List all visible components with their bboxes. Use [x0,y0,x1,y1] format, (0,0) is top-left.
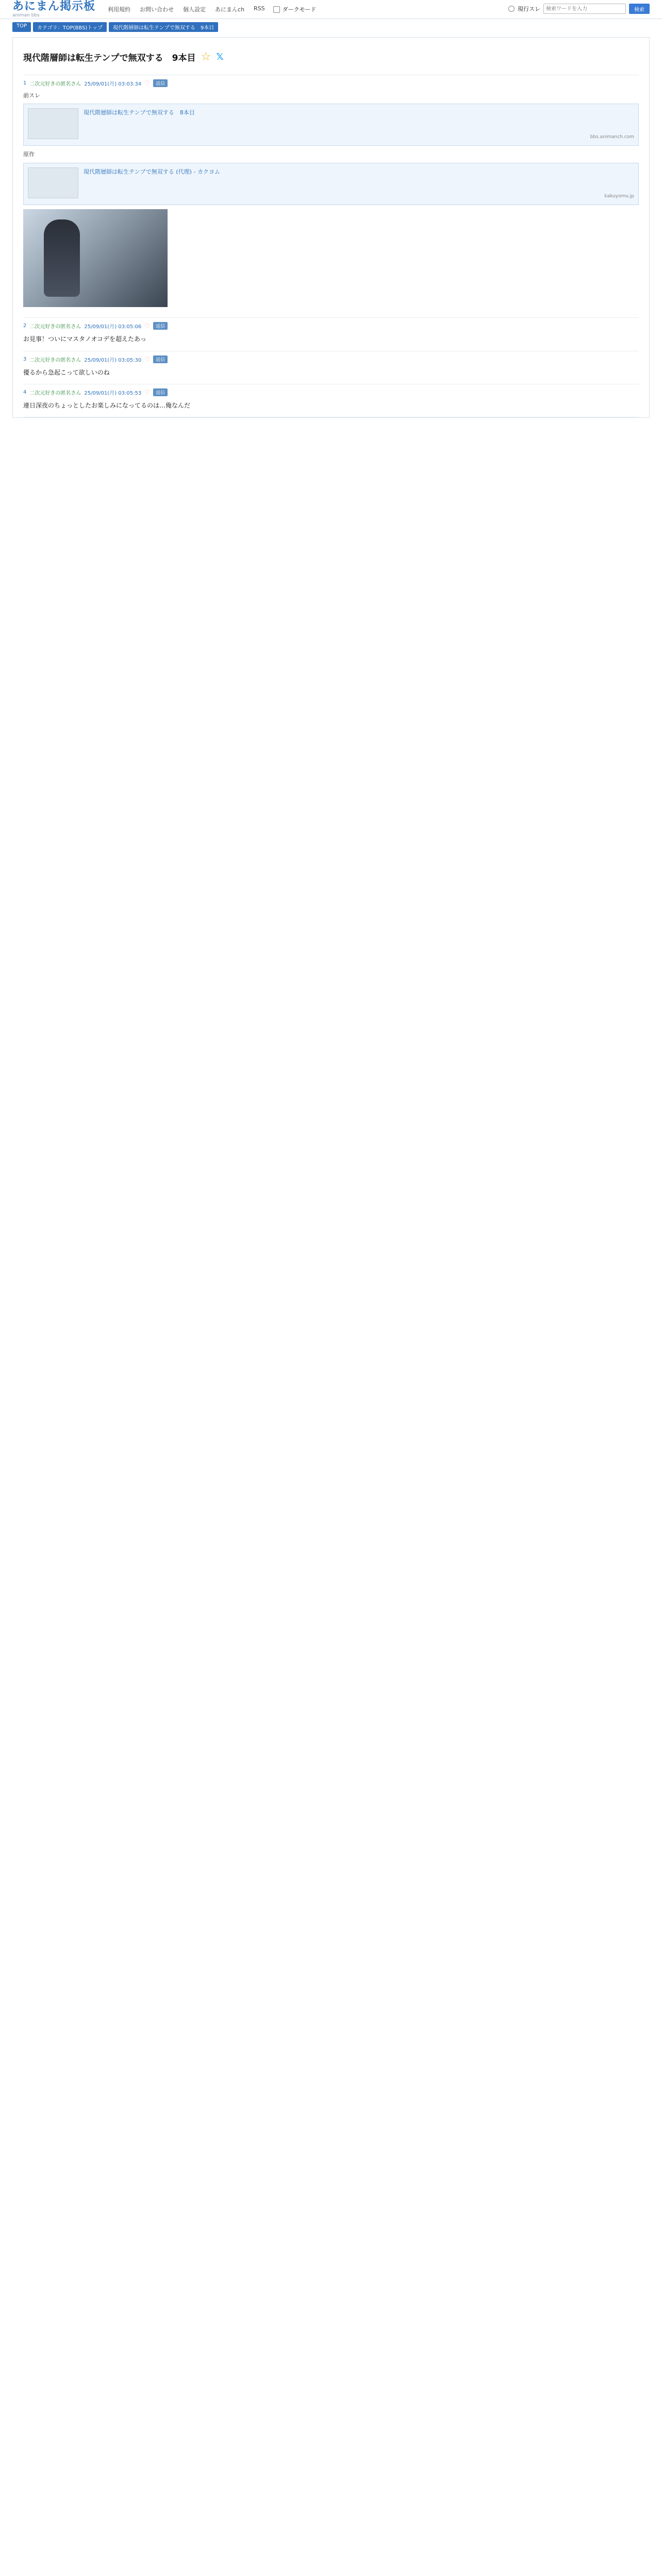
link-card-thumbnail [28,108,78,139]
link-card-host: bbs.animanch.com [590,134,634,140]
breadcrumb [0,19,662,35]
post-number[interactable]: 2 [23,323,27,329]
post-date: 25/09/01(月) 03:05:30 [84,357,142,363]
heart-icon[interactable]: ♡ [144,388,150,396]
dark-mode-label: ダークモード [282,6,317,13]
post-number[interactable]: 3 [23,356,27,362]
post-body: 連日深夜のちょっとしたお楽しみになってるのは…俺なんだ [23,401,191,409]
heart-icon[interactable]: ♡ [144,79,150,87]
post-header [23,388,639,396]
link-card-meta [84,108,634,141]
post-author: 二次元好きの匿名さん [29,81,81,87]
link-card-thumbnail [28,167,78,198]
prev-thread-label: 前スレ [23,92,40,99]
link-card-meta [84,167,634,200]
breadcrumb-thread[interactable]: 現代階層師は転生テンプで無双する 9本目 [109,22,218,32]
original-work-link-card[interactable] [23,163,639,205]
logo-subtext: animan bbs [12,12,40,18]
post-date: 25/09/01(月) 03:03:34 [84,81,142,87]
post [23,384,639,417]
nav-rss[interactable]: RSS [254,5,265,12]
link-card-title[interactable]: 現代階層師は転生テンプで無双する 8本目 [84,109,195,116]
site-header [0,0,662,19]
post-date: 25/09/01(月) 03:05:06 [84,324,142,330]
header-nav [108,5,265,13]
twitter-share-icon[interactable]: 𝕏 [216,52,224,63]
post-header [23,79,639,87]
reply-button[interactable]: 返信 [153,322,168,330]
post-image[interactable] [23,209,168,307]
thread-title-row [23,38,639,75]
logo-text: あにまん掲示板 [12,0,96,13]
post-author: 二次元好きの匿名さん [29,324,81,330]
post [23,351,639,384]
heart-icon[interactable]: ♡ [144,322,150,330]
post-header [23,355,639,363]
post-header [23,322,639,330]
nav-animanch[interactable]: あにまんch [215,6,245,13]
prev-thread-link-card[interactable] [23,104,639,146]
nav-terms[interactable]: 利用規約 [108,6,131,13]
search-area [508,4,650,14]
favorite-star-icon[interactable]: ☆ [201,50,211,64]
post-author: 二次元好きの匿名さん [29,357,81,363]
post-body: お見事！ついにマスタノオコデを超えたあっ [23,335,146,343]
original-work-label: 原作 [23,151,35,158]
post-body [23,91,639,307]
reply-button[interactable]: 返信 [153,355,168,363]
reply-button[interactable]: 返信 [153,388,168,396]
post-date: 25/09/01(月) 03:05:53 [84,390,142,396]
nav-contact[interactable]: お問い合わせ [140,6,174,13]
post-author: 二次元好きの匿名さん [29,390,81,396]
post-number[interactable]: 4 [23,389,27,395]
dark-mode-toggle[interactable] [273,5,317,13]
thread-title: 現代階層師は転生テンプで無双する 9本目 [23,53,196,64]
site-logo[interactable] [12,1,95,18]
breadcrumb-top[interactable]: TOP [12,22,31,32]
post [23,75,639,318]
link-card-host: kakuyomu.jp [604,193,634,199]
post-body: 優るから急起こって欲しいのね [23,368,110,376]
search-scope-label: 現行スレ [518,6,540,12]
search-button[interactable]: 検索 [629,4,650,14]
thread-container [12,37,650,418]
search-input[interactable] [543,4,626,14]
post-number[interactable]: 1 [23,80,27,86]
dark-mode-checkbox[interactable] [273,6,280,13]
breadcrumb-category[interactable]: カテゴリ：TOP(BBS)トップ [33,22,107,32]
link-card-title[interactable]: 現代階層師は転生テンプで無双する (代理) - カクヨム [84,168,220,176]
heart-icon[interactable]: ♡ [144,355,150,363]
post [23,318,639,351]
nav-settings[interactable]: 個人設定 [183,6,206,13]
search-scope-radio[interactable] [508,6,515,12]
reply-button[interactable]: 返信 [153,79,168,87]
